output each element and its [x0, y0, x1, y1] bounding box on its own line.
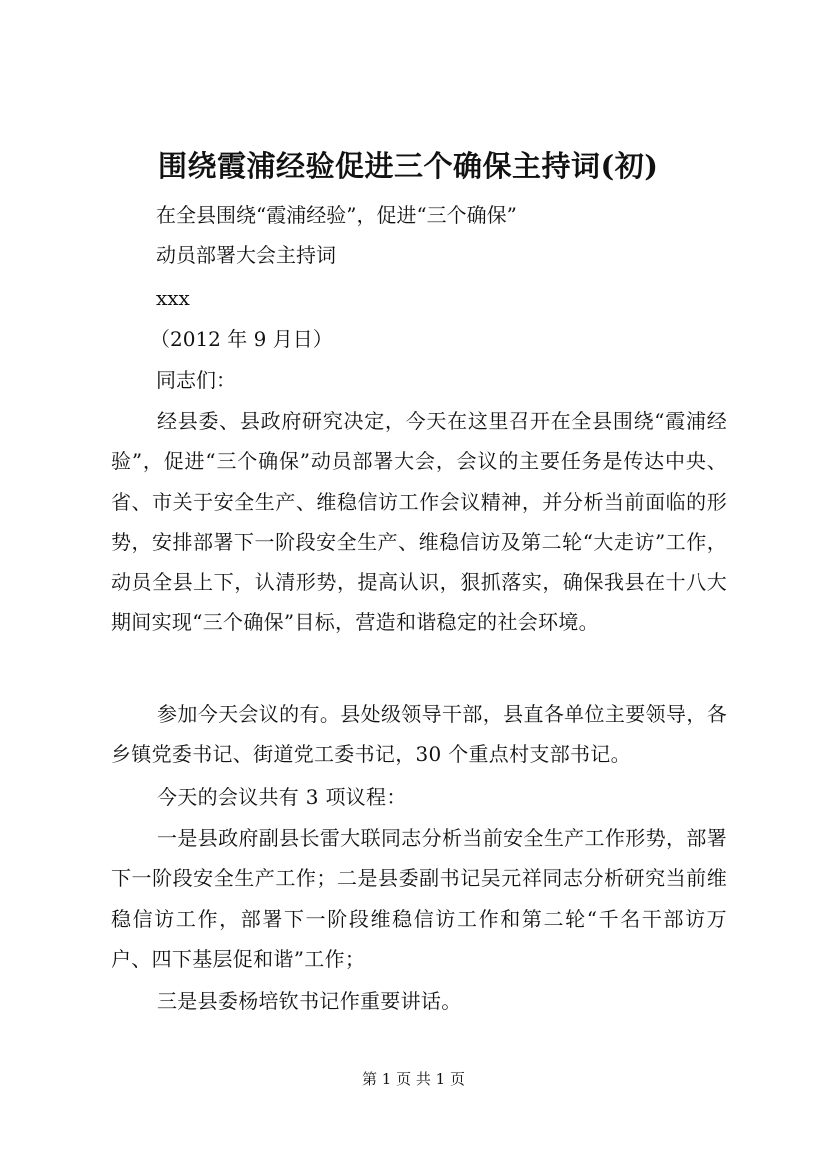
date-line: （2012 年 9 月日）: [150, 327, 333, 351]
paragraph-attendees: 参加今天会议的有。县处级领导干部，县直各单位主要领导，各乡镇党委书记、街道党工委书记，30 个重点村支部书记。: [111, 702, 727, 767]
page-footer: 第 1 页 共 1 页: [362, 1070, 465, 1088]
paragraph-agenda-items: 一是县政府副县长雷大联同志分析当前安全生产工作形势，部署下一阶段安全生产工作；二是县委副书记吴元祥同志分析研究当前维稳信访工作，部署下一阶段维稳信访工作和第二轮“千名干部访万户、四下基层促和谐”工作；: [111, 826, 727, 971]
paragraph-agenda-final: 三是县委杨培钦书记作重要讲话。: [157, 989, 462, 1013]
paragraph-intro: 经县委、县政府研究决定，今天在这里召开在全县围绕“霞浦经验”，促进“三个确保”动员部署大会，会议的主要任务是传达中央、省、市关于安全生产、维稳信访工作会议精神，并分析当前面临的形势，安排部署下一阶段安全生产、维稳信访及第二轮“大走访”工作，动员全县上下，认清形势，提高认识，狠抓落实，确保我县在十八大期间实现“三个确保”目标，营造和谐稳定的社会环境。: [111, 409, 727, 635]
subtitle-line-1: 在全县围绕“霞浦经验”，促进“三个确保”: [156, 203, 517, 227]
salutation: 同志们：: [156, 368, 236, 392]
paragraph-agenda-count: 今天的会议共有 3 项议程：: [157, 785, 407, 809]
subtitle-line-2: 动员部署大会主持词: [156, 243, 336, 267]
author-line: xxx: [156, 286, 190, 310]
document-title: 围绕霞浦经验促进三个确保主持词(初): [158, 149, 659, 183]
